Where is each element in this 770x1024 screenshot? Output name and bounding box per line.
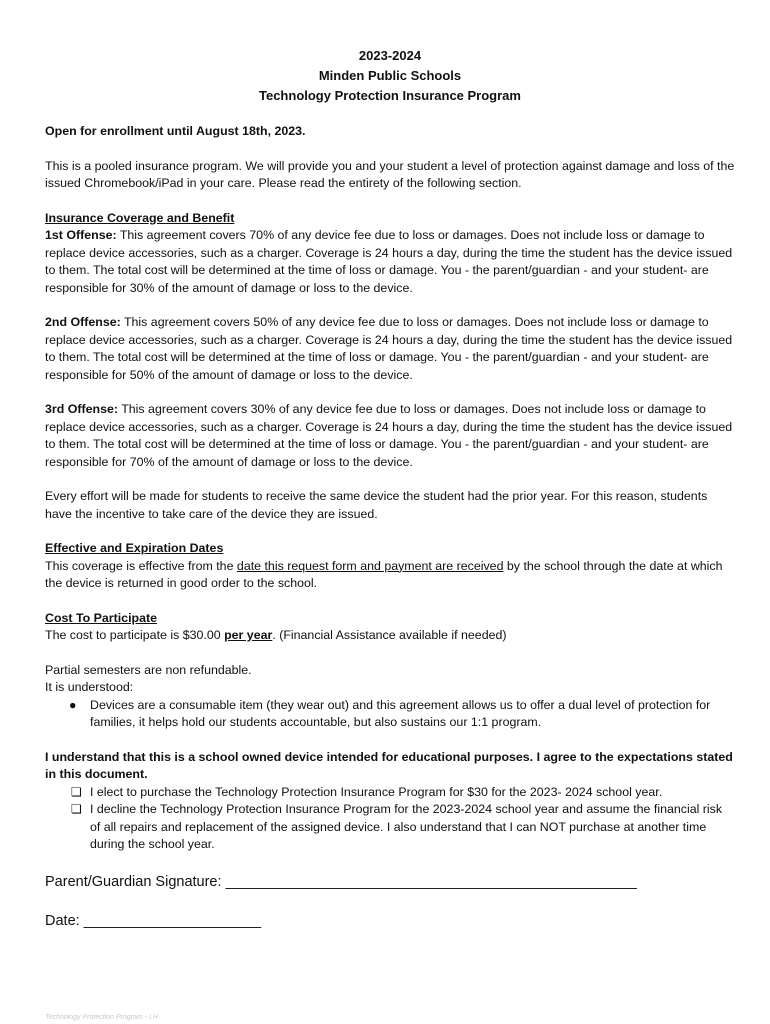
offense-2-text: This agreement covers 50% of any device fee due to loss or damages. Does not include loss or damage to replace device accessories, such as a charger. Coverage is 24 hours a day, during the time the student has the device issued to them. The total cost will be determined at the time of loss or damage. You - the parent/guardian - and your student- are responsible for 50% of the amount of damage or loss to the device. — [45, 315, 733, 382]
date-label: Date: — [45, 912, 84, 929]
effort-paragraph: Every effort will be made for students to receive the same device the student had the prior year. For this reason, students have the incentive to take care of the device they are issued. — [45, 489, 708, 521]
coverage-heading: Insurance Coverage and Benefit — [45, 210, 235, 225]
dates-text-before: This coverage is effective from the — [45, 558, 237, 573]
cost-per-year: per year — [224, 628, 273, 642]
option-purchase-text: I elect to purchase the Technology Protection Insurance Program for $30 for the 2023- 2024 school year. — [90, 784, 663, 799]
option-decline-text: I decline the Technology Protection Insurance Program for the 2023-2024 school year and assume the financial risk of all repairs and replacement of the assigned device. I also understand that I can NOT purchase at another time during the school year. — [90, 802, 723, 851]
enrollment-notice: Open for enrollment until August 18th, 2023. — [45, 124, 306, 138]
signature-label: Parent/Guardian Signature: — [45, 873, 226, 890]
dates-text-underlined: date this request form and payment are received — [236, 558, 504, 573]
offense-2-label: 2nd Offense: — [45, 315, 121, 329]
date-line[interactable]: ______________________ — [83, 912, 262, 929]
agreement-options — [45, 784, 735, 854]
signature-line[interactable]: ___________________________________________________ — [225, 873, 637, 890]
intro-paragraph: This is a pooled insurance program. We will provide you and your student a level of protection against damage and loss of the issued Chromebook/iPad in your care. Please read the entirety of the following section. — [45, 158, 735, 190]
document-title — [45, 46, 735, 106]
dates-heading: Effective and Expiration Dates — [45, 541, 224, 555]
offense-3-paragraph — [45, 401, 735, 471]
understood-list — [45, 697, 735, 732]
agreement-statement: I understand that this is a school owned device intended for educational purposes. I agree to the expectations stated in this document. — [45, 749, 733, 781]
offense-3-text: This agreement covers 30% of any device fee due to loss or damages. Does not include loss or damage to replace device accessories, such as a charger. Coverage is 24 hours a day, during the time the student has the device issued to them. The total cost will be determined at the time of loss or damage. You - the parent/guardian - and your student- are responsible for 70% of the amount of damage or loss to the device. — [45, 402, 733, 469]
checkbox-icon[interactable]: ❏ — [71, 784, 82, 799]
cost-paragraph — [45, 627, 735, 645]
document-page — [45, 46, 735, 931]
cost-text-after: . (Financial Assistance available if needed) — [272, 628, 507, 642]
offense-2-paragraph — [45, 314, 735, 384]
offense-3-label: 3rd Offense: — [45, 402, 118, 416]
option-purchase[interactable] — [71, 784, 735, 802]
checkbox-icon[interactable]: ❏ — [71, 802, 82, 816]
cost-text-before: The cost to participate is $30.00 — [45, 628, 225, 642]
option-decline[interactable] — [71, 801, 735, 854]
date-row — [45, 911, 735, 931]
list-item — [69, 697, 735, 732]
offense-1-text: This agreement covers 70% of any device fee due to loss or damages. Does not include loss or damage to replace device accessories, such as a charger. Coverage is 24 hours a day, during the time the student has the device issued to them. The total cost will be determined at the time of loss or damage. You - the parent/guardian - and your student- are responsible for 30% of the amount of damage or loss to the device. — [45, 228, 733, 295]
offense-1-paragraph — [45, 227, 735, 297]
bullet-icon: ● — [69, 697, 77, 712]
bullet-text: Devices are a consumable item (they wear out) and this agreement allows us to offer a dual level of protection for families, it helps hold our students accountable, but also sustains our 1:1 program. — [90, 697, 711, 729]
dates-text-after: by the school through the date at which the device is returned in good order to the school. — [45, 558, 723, 590]
understood-text: It is understood: — [45, 680, 134, 694]
title-district: Minden Public Schools — [318, 68, 462, 83]
title-year: 2023-2024 — [358, 48, 422, 63]
page-footer: Technology Protection Program - LH — [45, 1014, 158, 1021]
cost-heading: Cost To Participate — [45, 610, 157, 625]
dates-paragraph — [45, 558, 735, 593]
signature-row — [45, 872, 735, 892]
title-program: Technology Protection Insurance Program — [259, 88, 521, 103]
partial-semesters-text: Partial semesters are non refundable. — [45, 662, 252, 677]
offense-1-label: 1st Offense: — [45, 228, 117, 242]
